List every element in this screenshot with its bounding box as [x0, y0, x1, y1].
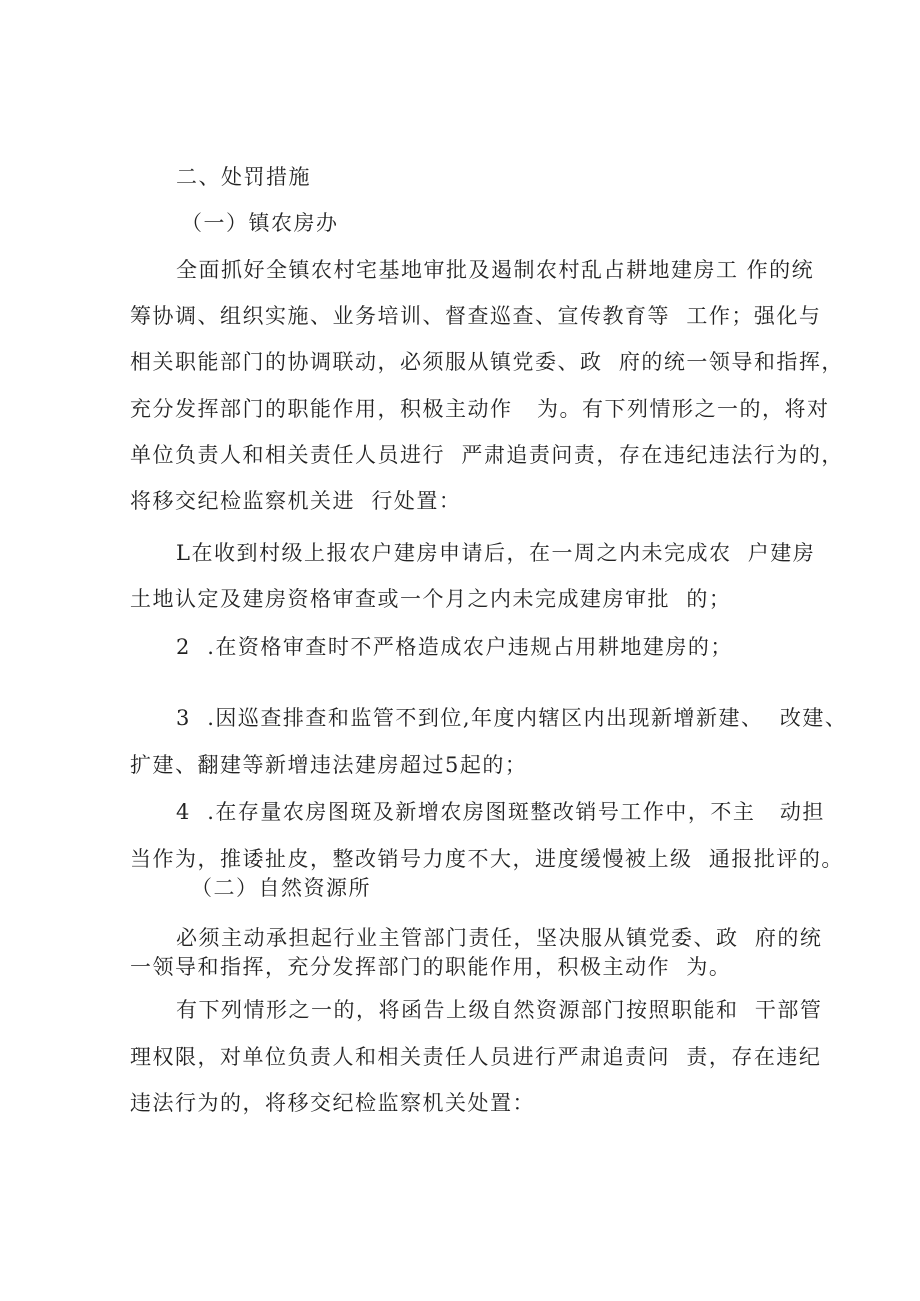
section-heading: 二、处罚措施 [176, 165, 311, 189]
list-item-4-cont: 当作为，推诿扯皮，整改销号力度不大，进度缓慢被上级 通报批评的。 [130, 847, 844, 871]
subheading-town-housing-office: （一）镇农房办 [181, 211, 339, 235]
paragraph-line: 一领导和指挥，充分发挥部门的职能作用，积极主动作 为。 [130, 955, 732, 979]
paragraph-line: 全面抓好全镇农村宅基地审批及遏制农村乱占耕地建房工 作的统 [176, 258, 815, 282]
list-item-3-cont: 扩建、翻建等新增违法建房超过5起的； [130, 753, 528, 777]
list-item-1: L在收到村级上报农户建房申请后，在一周之内未完成农 户建房 [176, 541, 816, 565]
paragraph-line: 违法行为的，将移交纪检监察机关处置： [130, 1091, 535, 1115]
paragraph-line: 筹协调、组织实施、业务培训、督查巡查、宣传教育等 工作；强化与 [130, 304, 822, 328]
paragraph-line: 有下列情形之一的，将函告上级自然资源部门按照职能和 干部管 [176, 998, 823, 1022]
list-item-4: 4 .在存量农房图斑及新增农房图斑整改销号工作中，不主 动担 [176, 800, 825, 824]
paragraph-line: 必须主动承担起行业主管部门责任，坚决服从镇党委、政 府的统 [176, 926, 823, 950]
paragraph-line: 相关职能部门的协调联动，必须服从镇党委、政 府的统一领导和指挥， [130, 350, 844, 374]
paragraph-line: 理权限，对单位负责人和相关责任人员进行严肃追责问 责，存在违纪 [130, 1045, 822, 1069]
paragraph-line: 单位负责人和相关责任人员进行 严肃追责问责，存在违纪违法行为的， [130, 443, 844, 467]
list-item-3: 3 .因巡查排查和监管不到位,年度内辖区内出现新增新建、 改建、 [176, 706, 848, 730]
paragraph-line: 将移交纪检监察机关进 行处置： [130, 489, 462, 513]
list-item-2: 2 .在资格审查时不严格造成农户违规占用耕地建房的； [176, 635, 733, 659]
list-item-1-cont: 土地认定及建房资格审查或一个月之内未完成建房审批 的； [130, 587, 732, 611]
paragraph-line: 充分发挥部门的职能作用，积极主动作 为。有下列情形之一的，将对 [130, 397, 830, 421]
subheading-natural-resources-office: （二）自然资源所 [191, 876, 371, 900]
